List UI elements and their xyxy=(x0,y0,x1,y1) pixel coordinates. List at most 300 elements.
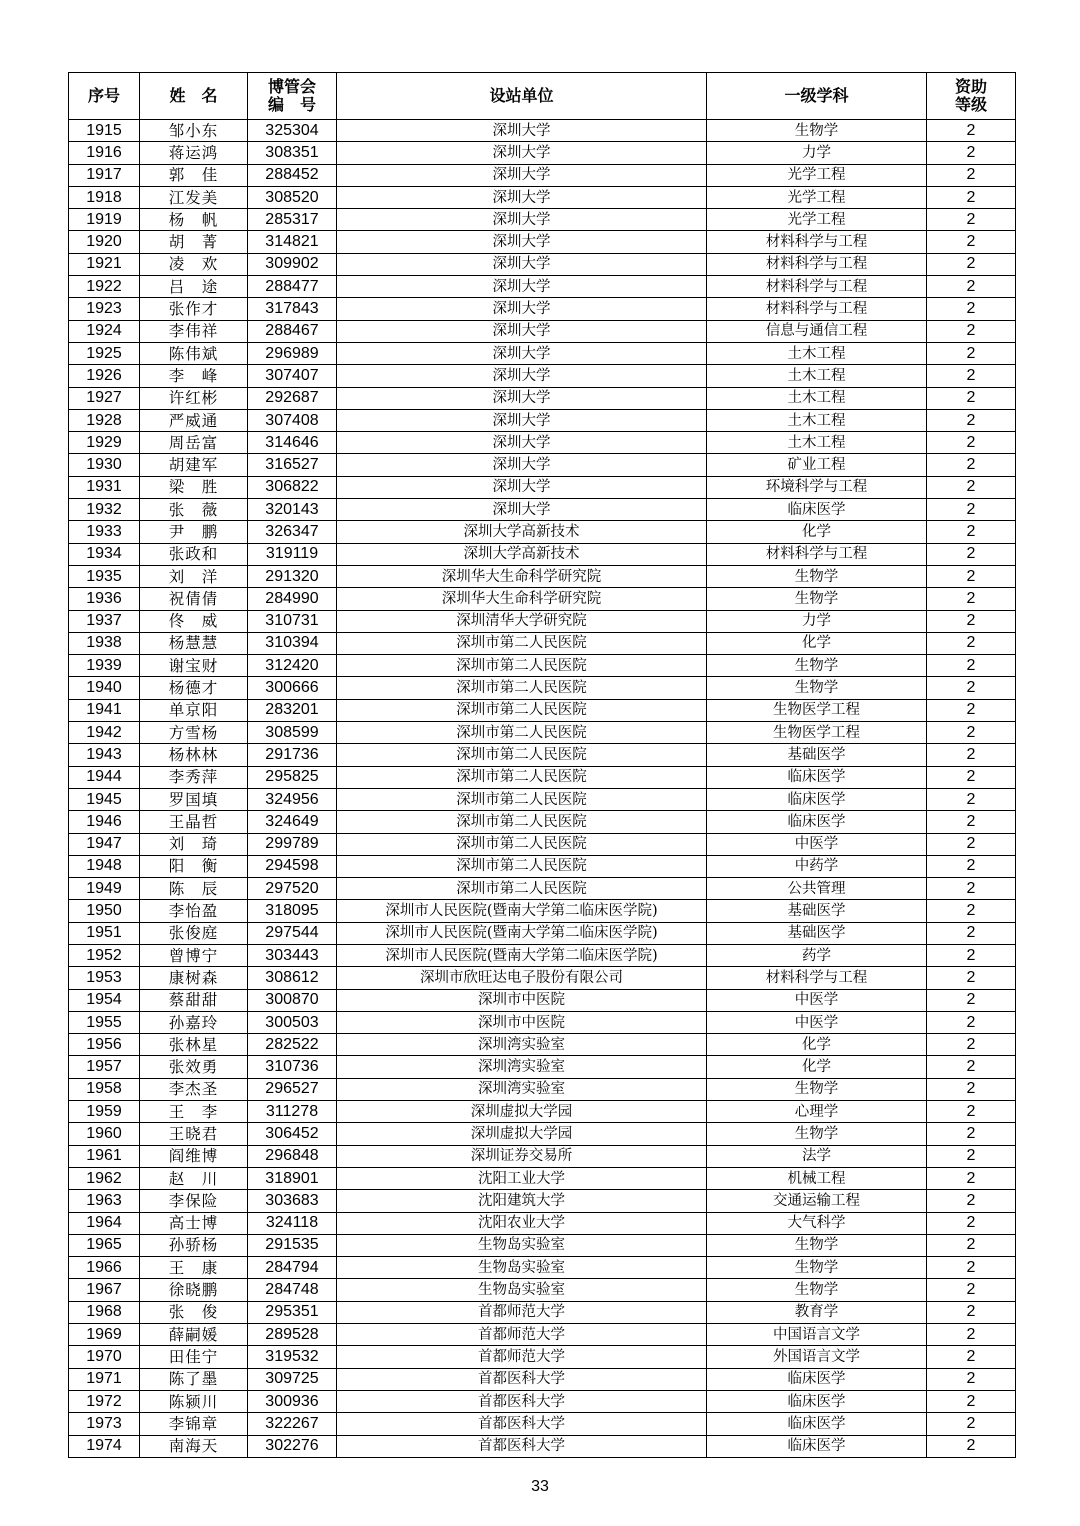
cell-discipline: 化学 xyxy=(707,1056,927,1078)
cell-code: 285317 xyxy=(248,209,337,231)
cell-unit: 深圳湾实验室 xyxy=(337,1056,707,1078)
table-row xyxy=(69,1190,1016,1212)
cell-code: 308520 xyxy=(248,186,337,208)
cell-level: 2 xyxy=(927,922,1016,944)
cell-unit: 深圳大学 xyxy=(337,120,707,142)
cell-name: 杨慧慧 xyxy=(140,632,248,654)
cell-name: 徐晓鹏 xyxy=(140,1279,248,1301)
cell-unit: 深圳大学 xyxy=(337,209,707,231)
cell-level: 2 xyxy=(927,1190,1016,1212)
cell-discipline: 基础医学 xyxy=(707,922,927,944)
cell-seq: 1960 xyxy=(69,1123,140,1145)
cell-name: 张政和 xyxy=(140,543,248,565)
cell-level: 2 xyxy=(927,588,1016,610)
cell-discipline: 材料科学与工程 xyxy=(707,298,927,320)
cell-code: 310394 xyxy=(248,632,337,654)
cell-level: 2 xyxy=(927,253,1016,275)
cell-seq: 1939 xyxy=(69,655,140,677)
cell-level: 2 xyxy=(927,655,1016,677)
cell-code: 319119 xyxy=(248,543,337,565)
cell-name: 李保险 xyxy=(140,1190,248,1212)
cell-code: 296527 xyxy=(248,1078,337,1100)
cell-code: 288477 xyxy=(248,276,337,298)
cell-discipline: 化学 xyxy=(707,521,927,543)
cell-seq: 1941 xyxy=(69,699,140,721)
cell-discipline: 信息与通信工程 xyxy=(707,320,927,342)
cell-unit: 深圳大学 xyxy=(337,499,707,521)
cell-unit: 深圳大学 xyxy=(337,298,707,320)
cell-name: 李杰圣 xyxy=(140,1078,248,1100)
cell-discipline: 生物学 xyxy=(707,1279,927,1301)
cell-seq: 1961 xyxy=(69,1145,140,1167)
table-row xyxy=(69,655,1016,677)
funding-list-table xyxy=(68,72,1016,1458)
cell-level: 2 xyxy=(927,142,1016,164)
cell-discipline: 交通运输工程 xyxy=(707,1190,927,1212)
table-row xyxy=(69,1346,1016,1368)
cell-level: 2 xyxy=(927,1078,1016,1100)
cell-seq: 1920 xyxy=(69,231,140,253)
cell-discipline: 心理学 xyxy=(707,1101,927,1123)
cell-seq: 1971 xyxy=(69,1368,140,1390)
cell-level: 2 xyxy=(927,521,1016,543)
cell-seq: 1931 xyxy=(69,476,140,498)
cell-code: 324649 xyxy=(248,811,337,833)
cell-unit: 沈阳建筑大学 xyxy=(337,1190,707,1212)
cell-level: 2 xyxy=(927,342,1016,364)
cell-code: 325304 xyxy=(248,120,337,142)
cell-unit: 深圳大学 xyxy=(337,320,707,342)
cell-code: 318095 xyxy=(248,900,337,922)
cell-code: 300666 xyxy=(248,677,337,699)
cell-seq: 1925 xyxy=(69,342,140,364)
cell-seq: 1922 xyxy=(69,276,140,298)
cell-discipline: 基础医学 xyxy=(707,900,927,922)
cell-code: 283201 xyxy=(248,699,337,721)
table-row xyxy=(69,766,1016,788)
cell-code: 308612 xyxy=(248,967,337,989)
table-row xyxy=(69,231,1016,253)
table-row xyxy=(69,855,1016,877)
cell-level: 2 xyxy=(927,1279,1016,1301)
cell-unit: 深圳大学 xyxy=(337,365,707,387)
cell-seq: 1943 xyxy=(69,744,140,766)
cell-code: 282522 xyxy=(248,1034,337,1056)
cell-unit: 首都医科大学 xyxy=(337,1413,707,1435)
cell-discipline: 土木工程 xyxy=(707,432,927,454)
cell-code: 300870 xyxy=(248,989,337,1011)
cell-level: 2 xyxy=(927,833,1016,855)
cell-seq: 1951 xyxy=(69,922,140,944)
table-header xyxy=(69,73,1016,120)
cell-seq: 1973 xyxy=(69,1413,140,1435)
cell-discipline: 力学 xyxy=(707,610,927,632)
cell-seq: 1957 xyxy=(69,1056,140,1078)
cell-unit: 深圳市第二人民医院 xyxy=(337,788,707,810)
cell-code: 306452 xyxy=(248,1123,337,1145)
cell-name: 胡建军 xyxy=(140,454,248,476)
cell-unit: 深圳虚拟大学园 xyxy=(337,1101,707,1123)
cell-code: 306822 xyxy=(248,476,337,498)
cell-level: 2 xyxy=(927,476,1016,498)
table-row xyxy=(69,209,1016,231)
cell-discipline: 光学工程 xyxy=(707,209,927,231)
cell-seq: 1974 xyxy=(69,1435,140,1457)
cell-code: 292687 xyxy=(248,387,337,409)
cell-level: 2 xyxy=(927,744,1016,766)
cell-unit: 深圳市第二人民医院 xyxy=(337,833,707,855)
cell-name: 张效勇 xyxy=(140,1056,248,1078)
cell-level: 2 xyxy=(927,1368,1016,1390)
cell-unit: 深圳大学 xyxy=(337,164,707,186)
cell-level: 2 xyxy=(927,989,1016,1011)
cell-code: 324118 xyxy=(248,1212,337,1234)
cell-discipline: 生物学 xyxy=(707,1078,927,1100)
table-row xyxy=(69,1056,1016,1078)
cell-level: 2 xyxy=(927,432,1016,454)
cell-seq: 1944 xyxy=(69,766,140,788)
cell-unit: 深圳大学高新技术 xyxy=(337,543,707,565)
cell-level: 2 xyxy=(927,499,1016,521)
cell-discipline: 生物学 xyxy=(707,1257,927,1279)
cell-unit: 生物岛实验室 xyxy=(337,1279,707,1301)
cell-name: 尹 鹏 xyxy=(140,521,248,543)
cell-level: 2 xyxy=(927,944,1016,966)
cell-code: 307407 xyxy=(248,365,337,387)
cell-unit: 首都医科大学 xyxy=(337,1390,707,1412)
cell-level: 2 xyxy=(927,1346,1016,1368)
cell-code: 288452 xyxy=(248,164,337,186)
cell-discipline: 生物学 xyxy=(707,677,927,699)
cell-name: 严威通 xyxy=(140,409,248,431)
cell-level: 2 xyxy=(927,1145,1016,1167)
cell-code: 303683 xyxy=(248,1190,337,1212)
cell-name: 杨 帆 xyxy=(140,209,248,231)
cell-level: 2 xyxy=(927,543,1016,565)
cell-name: 陈颍川 xyxy=(140,1390,248,1412)
cell-name: 刘 琦 xyxy=(140,833,248,855)
cell-unit: 深圳市欣旺达电子股份有限公司 xyxy=(337,967,707,989)
cell-seq: 1966 xyxy=(69,1257,140,1279)
cell-unit: 深圳市人民医院(暨南大学第二临床医学院) xyxy=(337,900,707,922)
table-row xyxy=(69,1123,1016,1145)
cell-name: 郭 佳 xyxy=(140,164,248,186)
cell-seq: 1936 xyxy=(69,588,140,610)
cell-discipline: 材料科学与工程 xyxy=(707,543,927,565)
cell-name: 胡 菁 xyxy=(140,231,248,253)
cell-seq: 1938 xyxy=(69,632,140,654)
cell-discipline: 材料科学与工程 xyxy=(707,276,927,298)
table-row xyxy=(69,499,1016,521)
cell-level: 2 xyxy=(927,365,1016,387)
cell-name: 孙嘉玲 xyxy=(140,1011,248,1033)
cell-name: 方雪杨 xyxy=(140,722,248,744)
cell-seq: 1934 xyxy=(69,543,140,565)
header-level-line2: 等级 xyxy=(954,95,987,114)
table-row xyxy=(69,1279,1016,1301)
cell-code: 291535 xyxy=(248,1234,337,1256)
table-row xyxy=(69,1078,1016,1100)
cell-seq: 1948 xyxy=(69,855,140,877)
cell-code: 316527 xyxy=(248,454,337,476)
table-row xyxy=(69,565,1016,587)
table-row xyxy=(69,1034,1016,1056)
cell-unit: 深圳大学 xyxy=(337,231,707,253)
cell-unit: 深圳湾实验室 xyxy=(337,1034,707,1056)
cell-unit: 深圳大学 xyxy=(337,432,707,454)
table-row xyxy=(69,432,1016,454)
cell-unit: 深圳市第二人民医院 xyxy=(337,722,707,744)
cell-name: 王晶哲 xyxy=(140,811,248,833)
cell-seq: 1928 xyxy=(69,409,140,431)
cell-discipline: 矿业工程 xyxy=(707,454,927,476)
cell-discipline: 化学 xyxy=(707,1034,927,1056)
cell-level: 2 xyxy=(927,565,1016,587)
cell-seq: 1918 xyxy=(69,186,140,208)
cell-seq: 1956 xyxy=(69,1034,140,1056)
cell-unit: 深圳华大生命科学研究院 xyxy=(337,588,707,610)
table-row xyxy=(69,1101,1016,1123)
cell-code: 288467 xyxy=(248,320,337,342)
cell-level: 2 xyxy=(927,1167,1016,1189)
cell-seq: 1969 xyxy=(69,1324,140,1346)
cell-discipline: 化学 xyxy=(707,632,927,654)
header-name: 姓 名 xyxy=(140,73,248,120)
cell-unit: 深圳大学 xyxy=(337,276,707,298)
cell-discipline: 中医学 xyxy=(707,833,927,855)
cell-unit: 深圳大学 xyxy=(337,142,707,164)
table-row xyxy=(69,900,1016,922)
table-row xyxy=(69,409,1016,431)
cell-seq: 1947 xyxy=(69,833,140,855)
cell-level: 2 xyxy=(927,1101,1016,1123)
cell-code: 284794 xyxy=(248,1257,337,1279)
table-row xyxy=(69,543,1016,565)
cell-discipline: 土木工程 xyxy=(707,387,927,409)
cell-seq: 1953 xyxy=(69,967,140,989)
table-row xyxy=(69,1301,1016,1323)
cell-discipline: 临床医学 xyxy=(707,766,927,788)
cell-name: 张林星 xyxy=(140,1034,248,1056)
cell-level: 2 xyxy=(927,967,1016,989)
cell-discipline: 土木工程 xyxy=(707,342,927,364)
table-row xyxy=(69,967,1016,989)
cell-discipline: 生物医学工程 xyxy=(707,722,927,744)
cell-name: 阎维博 xyxy=(140,1145,248,1167)
cell-unit: 沈阳农业大学 xyxy=(337,1212,707,1234)
table-row xyxy=(69,744,1016,766)
cell-code: 326347 xyxy=(248,521,337,543)
cell-unit: 深圳市第二人民医院 xyxy=(337,811,707,833)
cell-name: 王晓君 xyxy=(140,1123,248,1145)
header-code-line1: 博管会 xyxy=(267,77,316,96)
header-unit: 设站单位 xyxy=(337,73,707,120)
cell-name: 梁 胜 xyxy=(140,476,248,498)
cell-name: 李 峰 xyxy=(140,365,248,387)
cell-seq: 1919 xyxy=(69,209,140,231)
cell-seq: 1972 xyxy=(69,1390,140,1412)
cell-code: 324956 xyxy=(248,788,337,810)
cell-level: 2 xyxy=(927,1435,1016,1457)
cell-discipline: 基础医学 xyxy=(707,744,927,766)
cell-unit: 首都医科大学 xyxy=(337,1435,707,1457)
cell-seq: 1955 xyxy=(69,1011,140,1033)
cell-level: 2 xyxy=(927,610,1016,632)
table-row xyxy=(69,610,1016,632)
cell-level: 2 xyxy=(927,120,1016,142)
cell-code: 310736 xyxy=(248,1056,337,1078)
cell-level: 2 xyxy=(927,722,1016,744)
cell-discipline: 法学 xyxy=(707,1145,927,1167)
cell-name: 曾博宁 xyxy=(140,944,248,966)
cell-name: 王 康 xyxy=(140,1257,248,1279)
cell-code: 312420 xyxy=(248,655,337,677)
cell-unit: 深圳市中医院 xyxy=(337,989,707,1011)
cell-code: 289528 xyxy=(248,1324,337,1346)
cell-unit: 深圳市第二人民医院 xyxy=(337,744,707,766)
cell-level: 2 xyxy=(927,454,1016,476)
cell-code: 300503 xyxy=(248,1011,337,1033)
cell-code: 309725 xyxy=(248,1368,337,1390)
cell-seq: 1935 xyxy=(69,565,140,587)
cell-level: 2 xyxy=(927,1390,1016,1412)
table-row xyxy=(69,521,1016,543)
cell-level: 2 xyxy=(927,387,1016,409)
header-level-line1: 资助 xyxy=(954,77,987,96)
cell-level: 2 xyxy=(927,632,1016,654)
table-row xyxy=(69,298,1016,320)
cell-code: 299789 xyxy=(248,833,337,855)
cell-code: 320143 xyxy=(248,499,337,521)
cell-unit: 深圳市第二人民医院 xyxy=(337,699,707,721)
cell-code: 296989 xyxy=(248,342,337,364)
table-row xyxy=(69,142,1016,164)
table-row xyxy=(69,811,1016,833)
cell-discipline: 中药学 xyxy=(707,855,927,877)
cell-seq: 1958 xyxy=(69,1078,140,1100)
table-row xyxy=(69,476,1016,498)
cell-unit: 沈阳工业大学 xyxy=(337,1167,707,1189)
cell-unit: 深圳大学高新技术 xyxy=(337,521,707,543)
cell-level: 2 xyxy=(927,699,1016,721)
cell-discipline: 力学 xyxy=(707,142,927,164)
cell-level: 2 xyxy=(927,164,1016,186)
cell-name: 张作才 xyxy=(140,298,248,320)
cell-discipline: 临床医学 xyxy=(707,1390,927,1412)
cell-level: 2 xyxy=(927,1413,1016,1435)
cell-seq: 1929 xyxy=(69,432,140,454)
cell-unit: 生物岛实验室 xyxy=(337,1234,707,1256)
cell-unit: 深圳大学 xyxy=(337,454,707,476)
cell-seq: 1950 xyxy=(69,900,140,922)
cell-level: 2 xyxy=(927,320,1016,342)
cell-name: 李怡盈 xyxy=(140,900,248,922)
cell-name: 田佳宁 xyxy=(140,1346,248,1368)
cell-code: 291320 xyxy=(248,565,337,587)
table-row xyxy=(69,588,1016,610)
cell-seq: 1949 xyxy=(69,878,140,900)
cell-discipline: 材料科学与工程 xyxy=(707,231,927,253)
cell-seq: 1927 xyxy=(69,387,140,409)
cell-name: 佟 威 xyxy=(140,610,248,632)
cell-discipline: 中医学 xyxy=(707,989,927,1011)
cell-discipline: 生物学 xyxy=(707,120,927,142)
cell-discipline: 临床医学 xyxy=(707,811,927,833)
cell-code: 308599 xyxy=(248,722,337,744)
header-discipline: 一级学科 xyxy=(707,73,927,120)
table-row xyxy=(69,342,1016,364)
cell-level: 2 xyxy=(927,1123,1016,1145)
cell-code: 302276 xyxy=(248,1435,337,1457)
cell-unit: 深圳湾实验室 xyxy=(337,1078,707,1100)
cell-code: 297520 xyxy=(248,878,337,900)
table-row xyxy=(69,1368,1016,1390)
table-row xyxy=(69,699,1016,721)
table-row xyxy=(69,320,1016,342)
cell-name: 凌 欢 xyxy=(140,253,248,275)
cell-discipline: 生物学 xyxy=(707,565,927,587)
cell-unit: 深圳市第二人民医院 xyxy=(337,632,707,654)
cell-discipline: 临床医学 xyxy=(707,1413,927,1435)
cell-level: 2 xyxy=(927,677,1016,699)
table-row xyxy=(69,1145,1016,1167)
cell-unit: 深圳市中医院 xyxy=(337,1011,707,1033)
cell-level: 2 xyxy=(927,788,1016,810)
cell-unit: 深圳大学 xyxy=(337,476,707,498)
table-row xyxy=(69,878,1016,900)
cell-name: 张 薇 xyxy=(140,499,248,521)
cell-code: 319532 xyxy=(248,1346,337,1368)
cell-level: 2 xyxy=(927,1056,1016,1078)
cell-code: 296848 xyxy=(248,1145,337,1167)
cell-seq: 1921 xyxy=(69,253,140,275)
cell-code: 322267 xyxy=(248,1413,337,1435)
cell-discipline: 临床医学 xyxy=(707,1368,927,1390)
cell-seq: 1937 xyxy=(69,610,140,632)
cell-seq: 1940 xyxy=(69,677,140,699)
cell-level: 2 xyxy=(927,766,1016,788)
cell-seq: 1968 xyxy=(69,1301,140,1323)
cell-code: 300936 xyxy=(248,1390,337,1412)
cell-discipline: 生物学 xyxy=(707,655,927,677)
cell-discipline: 土木工程 xyxy=(707,365,927,387)
cell-level: 2 xyxy=(927,186,1016,208)
cell-discipline: 中国语言文学 xyxy=(707,1324,927,1346)
cell-discipline: 材料科学与工程 xyxy=(707,967,927,989)
cell-code: 295351 xyxy=(248,1301,337,1323)
cell-code: 317843 xyxy=(248,298,337,320)
cell-name: 陈了墨 xyxy=(140,1368,248,1390)
cell-discipline: 临床医学 xyxy=(707,499,927,521)
cell-seq: 1916 xyxy=(69,142,140,164)
cell-unit: 深圳市人民医院(暨南大学第二临床医学院) xyxy=(337,922,707,944)
cell-level: 2 xyxy=(927,1324,1016,1346)
table-row xyxy=(69,1212,1016,1234)
cell-discipline: 药学 xyxy=(707,944,927,966)
cell-discipline: 生物学 xyxy=(707,588,927,610)
cell-unit: 首都师范大学 xyxy=(337,1324,707,1346)
cell-level: 2 xyxy=(927,900,1016,922)
header-level xyxy=(927,73,1016,120)
cell-seq: 1963 xyxy=(69,1190,140,1212)
cell-unit: 深圳市第二人民医院 xyxy=(337,677,707,699)
cell-unit: 深圳清华大学研究院 xyxy=(337,610,707,632)
cell-name: 李伟祥 xyxy=(140,320,248,342)
cell-name: 高士博 xyxy=(140,1212,248,1234)
cell-code: 297544 xyxy=(248,922,337,944)
table-row xyxy=(69,788,1016,810)
cell-code: 311278 xyxy=(248,1101,337,1123)
